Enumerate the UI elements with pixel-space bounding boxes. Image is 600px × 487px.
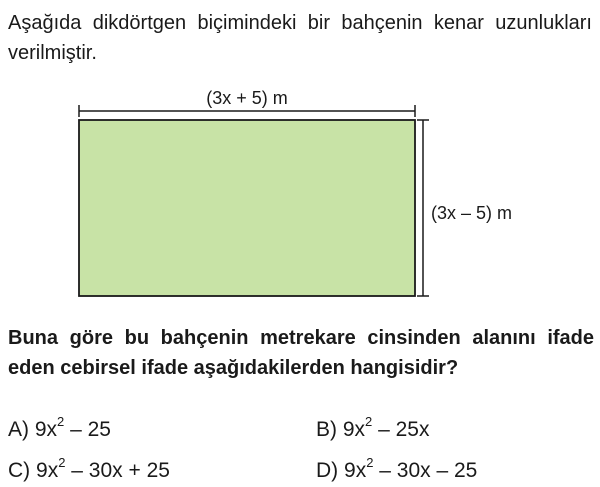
option-base: 9x [36,459,59,482]
intro-text: Aşağıda dikdörtgen biçimindeki bir bahçenin kenar uzunlukları verilmiştir. [8,12,592,64]
option-base: 9x [342,418,366,441]
option-b[interactable] [316,411,429,443]
option-rest: – 25x [372,418,430,441]
option-base: 9x [344,459,367,482]
width-label: (3x + 5) m [206,88,288,108]
option-letter: D) [316,459,339,482]
option-letter: B) [316,418,337,441]
height-dimension-line [417,120,429,296]
height-label: (3x – 5) m [431,203,513,223]
option-rest: – 30x – 25 [373,459,478,482]
option-c[interactable] [8,452,170,484]
option-a[interactable] [8,411,111,443]
option-exponent: 2 [57,414,65,429]
option-rest: – 25 [64,418,111,441]
option-base: 9x [34,418,58,441]
garden-rectangle [79,120,415,296]
option-exponent: 2 [58,455,66,470]
option-letter: A) [8,418,29,441]
option-d[interactable] [316,452,477,484]
option-letter: C) [8,459,31,482]
option-exponent: 2 [366,455,374,470]
option-exponent: 2 [365,414,373,429]
option-rest: – 30x + 25 [65,459,170,482]
question-text: Buna göre bu bahçenin metrekare cinsinden alanını ifade eden cebirsel ifade aşağıdakilerden hangisidir? [8,327,594,379]
